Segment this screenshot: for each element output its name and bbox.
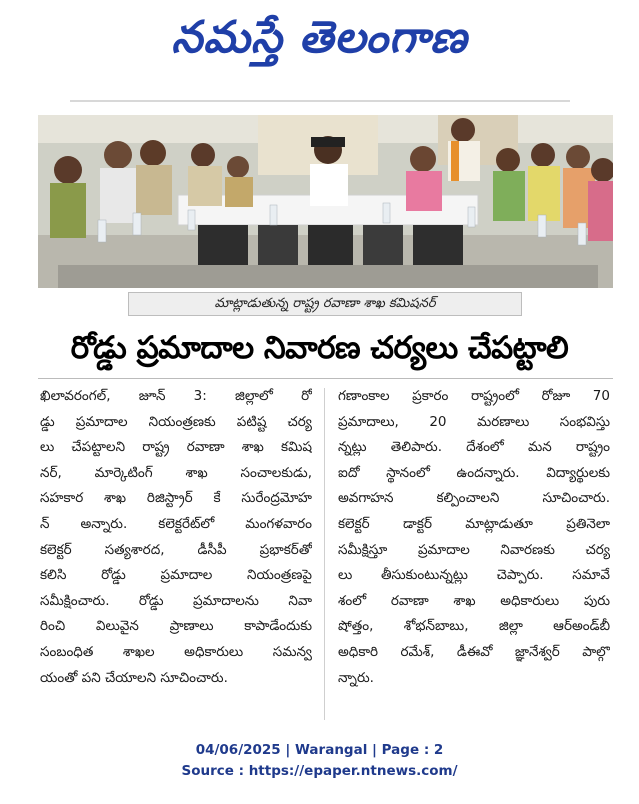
article-line: సమీక్షించారు. రోడ్డు ప్రమాదాలను నివా <box>40 592 312 609</box>
article-line: ప్రమాదాలు, 20 మరణాలు సంభవిస్తు <box>338 413 610 430</box>
article-line: సహకార శాఖ రిజిస్ట్రార్‌ కే సురేంద్రమోహ <box>40 490 312 507</box>
article-line: లు తీసుకుంటున్నట్లు చెప్పారు. సమావే <box>338 567 610 584</box>
meeting-photo <box>38 115 613 288</box>
article-line: సమీక్షిస్తూ ప్రమాదాల నివారణకు చర్య <box>338 541 610 558</box>
headline-divider <box>38 378 613 379</box>
article-line: కలెక్టర్‌ డాక్టర్‌ మాట్లాడుతూ ప్రతినెలా <box>338 515 610 532</box>
column-divider <box>324 388 325 720</box>
article-headline: రోడ్డు ప్రమాదాల నివారణ చర్యలు చేపట్టాలి <box>70 330 569 366</box>
article-line: సంబంధిత శాఖల అధికారులు సమన్వ <box>40 643 312 660</box>
article-line: ఖిలావరంగల్‌, జూన్‌ 3: జిల్లాలో రో <box>40 388 312 404</box>
article-line: గణాంకాల ప్రకారం రాష్ట్రంలో రోజూ 70 <box>338 388 610 404</box>
article-line: కలెక్టర్‌ సత్యశారద, డీసీపీ ప్రభాకర్‌తో <box>40 541 312 558</box>
article-column-right <box>338 384 610 691</box>
article-line: న్‌ అన్నారు. కలెక్టరేట్‌లో మంగళవారం <box>40 515 312 532</box>
article-line: యంతో పని చేయాలని సూచించారు. <box>40 669 228 686</box>
article-line: శంలో రవాణా శాఖ అధికారులు పురు <box>338 592 610 609</box>
article-line: న్నారు. <box>338 669 374 686</box>
article-line: నర్‌, మార్కెటింగ్‌ శాఖ సంచాలకుడు, <box>40 464 312 481</box>
article-column-left <box>40 384 312 691</box>
article-line: న్నట్లు తెలిపారు. దేశంలో మన రాష్ట్రం <box>338 439 610 456</box>
photo-caption: మాట్లాడుతున్న రాష్ట్ర రవాణా శాఖ కమిషనర్ <box>128 292 522 316</box>
article-line: అవగాహన కల్పించాలని సూచించారు. <box>338 490 610 507</box>
article-line: లు చేపట్టాలని రాష్ట్ర రవాణా శాఖ కమిష <box>40 439 312 456</box>
newspaper-masthead: నమస్తే తెలంగాణ <box>171 12 468 63</box>
footer-source: Source : https://epaper.ntnews.com/ <box>181 763 458 779</box>
article-line: ఐదో స్థానంలో ఉందన్నారు. విద్యార్థులకు <box>338 464 610 481</box>
article-line: డ్డు ప్రమాదాల నియంత్రణకు పటిష్ట చర్య <box>40 413 312 430</box>
article-line: అధికారి రమేశ్‌, డీఈవో జ్ఞానేశ్వర్‌ పాల్గొ <box>338 643 610 660</box>
masthead-divider <box>70 100 570 102</box>
footer-date-edition: 04/06/2025 | Warangal | Page : 2 <box>195 742 444 758</box>
article-line: కలిసి రోడ్డు ప్రమాదాల నియంత్రణపై <box>40 567 312 584</box>
article-line: రించి విలువైన ప్రాణాలు కాపాడేందుకు <box>40 618 312 635</box>
article-line: షోత్తం, శోభన్‌బాబు, జిల్లా ఆర్‌అండ్‌బీ <box>338 618 610 635</box>
